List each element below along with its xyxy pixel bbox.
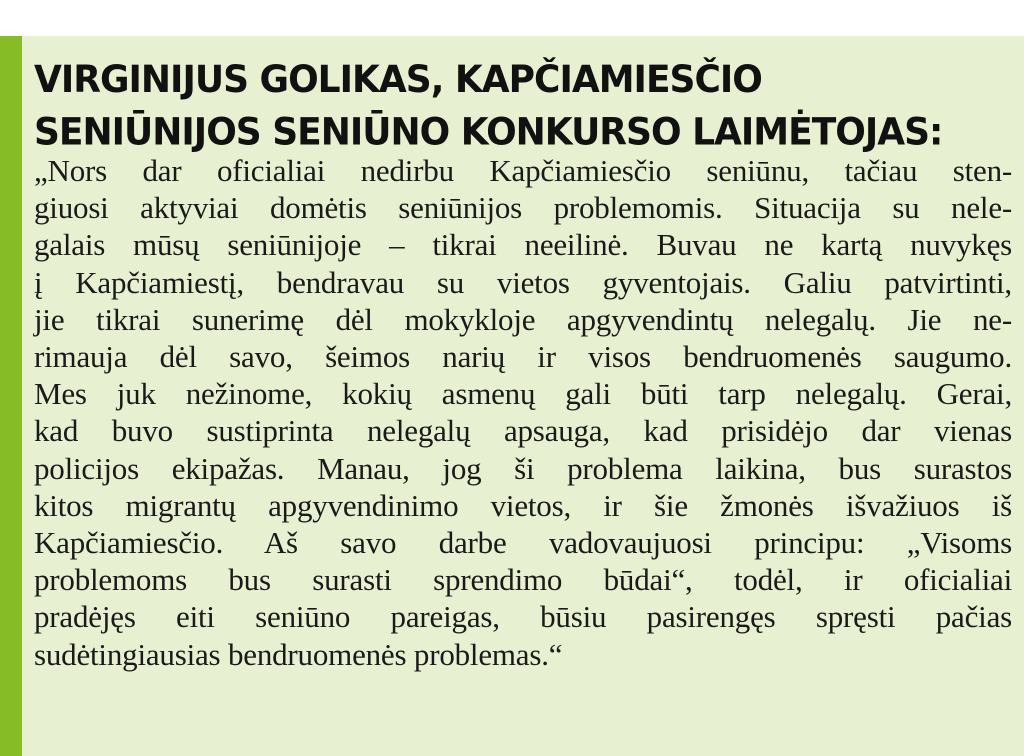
quote-body	[34, 152, 1012, 673]
quote-line: galais mūsų seniūnijoje – tikrai neeilinė. Buvau ne kartą nuvykęs	[34, 227, 1012, 263]
quote-line: problemoms bus surasti sprendimo būdai“, todėl, ir oficialiai	[34, 562, 1012, 598]
quote-line: policijos ekipažas. Manau, jog ši problema laikina, bus surastos	[34, 450, 1012, 486]
quote-line: Kapčiamiesčio. Aš savo darbe vadovaujuosi principu: „Visoms	[34, 525, 1012, 561]
quote-line: jie tikrai sunerimę dėl mokykloje apgyvendintų nelegalų. Jie ne-	[34, 301, 1012, 337]
quote-line: „Nors dar oficialiai nedirbu Kapčiamiesčio seniūnu, tačiau sten-	[34, 153, 1012, 188]
quote-line: kitos migrantų apgyvendinimo vietos, ir šie žmonės išvažiuos iš	[34, 487, 1012, 523]
quote-line: Mes juk nežinome, kokių asmenų gali būti tarp nelegalų. Gerai,	[34, 376, 1012, 412]
quote-panel	[0, 36, 1024, 756]
quote-line: pradėjęs eiti seniūno pareigas, būsiu pasirengęs spręsti pačias	[34, 599, 1012, 635]
quote-line: į Kapčiamiestį, bendravau su vietos gyventojais. Galiu patvirtinti,	[34, 264, 1012, 300]
quote-line: giuosi aktyviai domėtis seniūnijos problemomis. Situacija su nele-	[34, 190, 1012, 226]
heading-line-2: SENIŪNIJOS SENIŪNO KONKURSO LAIMĖTOJAS:	[34, 110, 943, 154]
quote-line: kad buvo sustiprinta nelegalų apsauga, kad prisidėjo dar vienas	[34, 413, 1012, 449]
quote-line: rimauja dėl savo, šeimos narių ir visos bendruomenės saugumo.	[34, 339, 1012, 375]
heading-line-1: VIRGINIJUS GOLIKAS, KAPČIAMIESČIO	[34, 58, 762, 102]
article-heading	[34, 54, 994, 159]
quote-line: sudėtingiausias bendruomenės problemas.“	[34, 636, 563, 672]
accent-bar	[0, 36, 22, 756]
